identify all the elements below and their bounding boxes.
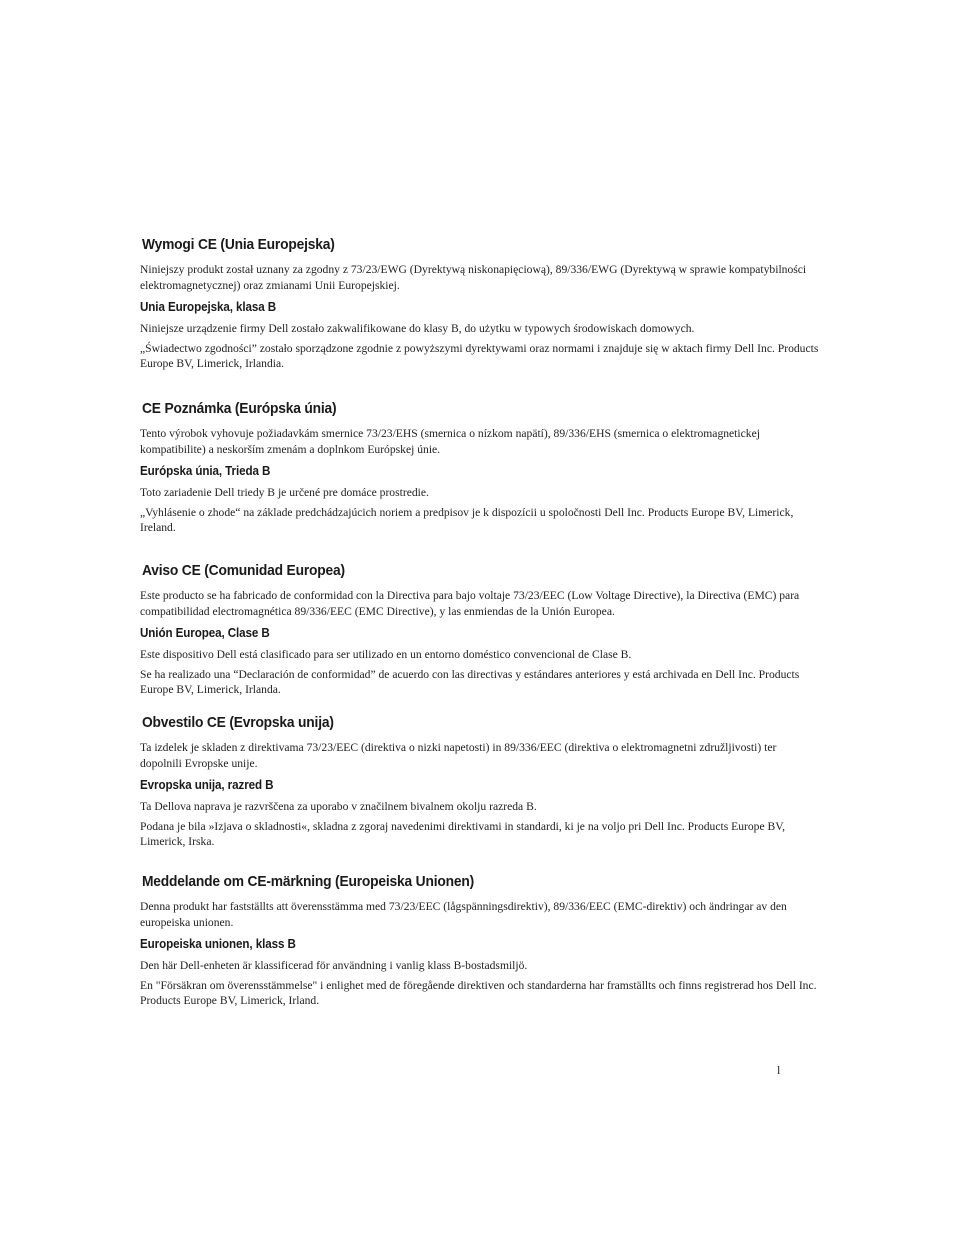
section-paragraph: Ta Dellova naprava je razvrščena za uporabo v značilnem bivalnem okolju razreda B. (140, 800, 537, 813)
page-number: l (777, 1063, 781, 1077)
section-subtitle: Unia Europejska, klasa B (140, 300, 277, 314)
section-subtitle: Evropska unija, razred B (140, 778, 274, 792)
section-intro: Tento výrobok vyhovuje požiadavkám smernice 73/23/EHS (smernica o nízkom napätí), 89/336/EHS (smernica o elektromagnetickej kompatibilite) a neskorším zmenám a doplnkom Európskej únie. (140, 427, 760, 456)
section-title: Wymogi CE (Unia Europejska) (142, 236, 335, 253)
section-paragraph: Den här Dell-enheten är klassificerad för användning i vanlig klass B-bostadsmiljö. (140, 959, 528, 972)
section-title: Obvestilo CE (Evropska unija) (142, 714, 334, 731)
section-slovak (140, 400, 820, 540)
section-paragraph: Podana je bila »Izjava o skladnosti«, skladna z zgoraj navedenimi direktivami in standardi, ki je na voljo pri Dell Inc. Products Europe BV, Limerick, Irska. (140, 819, 786, 848)
section-paragraph: Toto zariadenie Dell triedy B je určené pre domáce prostredie. (140, 486, 429, 499)
section-title: CE Poznámka (Európska únia) (142, 400, 337, 417)
section-title: Aviso CE (Comunidad Europea) (142, 562, 345, 579)
section-paragraph: „Świadectwo zgodności” zostało sporządzone zgodnie z powyższymi dyrektywami oraz normami i znajduje się w aktach firmy Dell Inc. Products Europe BV, Limerick, Irlandia. (140, 341, 819, 370)
section-subtitle: Európska únia, Trieda B (140, 464, 271, 478)
section-intro: Este producto se ha fabricado de conformidad con la Directiva para bajo voltaje 73/23/EEC (Low Voltage Directive), la Directiva (EMC) para compatibilidad electromagnética 89/336/EEC (EMC Directive), y las enmiendas de la Unión Europea. (140, 589, 800, 618)
section-title: Meddelande om CE-märkning (Europeiska Unionen) (142, 873, 474, 890)
section-spanish (140, 562, 820, 702)
section-intro: Niniejszy produkt został uznany za zgodny z 73/23/EWG (Dyrektywą niskonapięciową), 89/336/EWG (Dyrektywą w sprawie kompatybilności elektromagnetycznej) oraz zmianami Unii Europejskiej. (140, 263, 807, 292)
section-paragraph: Se ha realizado una “Declaración de conformidad” de acuerdo con las directivas y estándares anteriores y está archivada en Dell Inc. Products Europe BV, Limerick, Irlanda. (140, 667, 800, 696)
section-intro: Ta izdelek je skladen z direktivama 73/23/EEC (direktiva o nizki napetosti) in 89/336/EEC (direktiva o elektromagnetni združljivosti) ter dopolnili Evropske unije. (140, 741, 777, 770)
section-polish (140, 236, 820, 376)
section-swedish (140, 873, 820, 1013)
section-paragraph: En "Försäkran om överensstämmelse" i enlighet med de föregående direktiven och standarderna har framställts och finns registrerad hos Dell Inc. Products Europe BV, Limerick, Irland. (140, 978, 817, 1007)
section-paragraph: Niniejsze urządzenie firmy Dell zostało zakwalifikowane do klasy B, do użytku w typowych środowiskach domowych. (140, 322, 695, 335)
section-paragraph: Este dispositivo Dell está clasificado para ser utilizado en un entorno doméstico convencional de Clase B. (140, 648, 632, 661)
section-paragraph: „Vyhlásenie o zhode“ na základe predchádzajúcich noriem a predpisov je k dispozícii u spoločnosti Dell Inc. Products Europe BV, Limerick, Ireland. (140, 505, 794, 534)
section-slovenian (140, 714, 820, 854)
section-intro: Denna produkt har fastställts att överensstämma med 73/23/EEC (lågspänningsdirektiv), 89/336/EEC (EMC-direktiv) och ändringar av den europeiska unionen. (140, 900, 787, 929)
section-subtitle: Europeiska unionen, klass B (140, 937, 296, 951)
section-subtitle: Unión Europea, Clase B (140, 626, 270, 640)
